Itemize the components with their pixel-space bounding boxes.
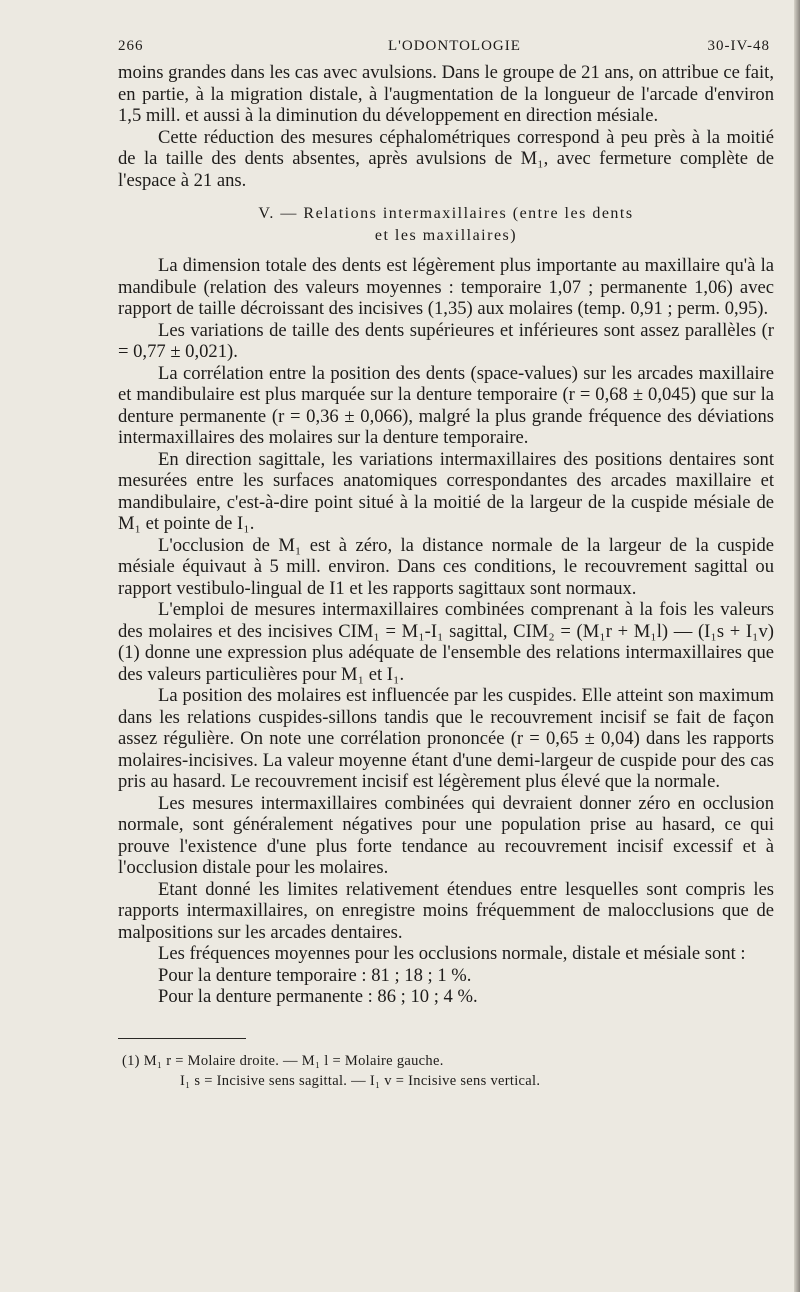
article-body [118, 62, 774, 1008]
footnote: I₁ s = Incisive sens sagittal. — I₁ v = Incisive sens vertical. [180, 1072, 541, 1089]
section-heading-line: et les maxillaires) [374, 227, 518, 244]
frequency-line: Pour la denture permanente : 86 ; 10 ; 4 %. [158, 986, 478, 1007]
section-heading-line: V. — Relations intermaxillaires (entre les dents [258, 205, 634, 222]
footnotes [118, 1051, 774, 1091]
footnote: (1) M₁ r = Molaire droite. — M₁ l = Molaire gauche. [122, 1052, 444, 1069]
paragraph: Les variations de taille des dents supérieures et inférieures sont assez parallèles (r = 0,77 ± 0,021). [118, 319, 774, 362]
paragraph: En direction sagittale, les variations intermaxillaires des positions dentaires sont mesurées entre les surfaces anatomiques correspondantes des arcades maxillaire et mandibulaire, c'est-à-dire point situé à la moitié de la largeur de la cuspide mésiale de M₁ et pointe de I₁. [118, 448, 774, 534]
paragraph: Etant donné les limites relativement étendues entre lesquelles sont compris les rapports intermaxillaires, on enregistre moins fréquemment de malocclusions que de malpositions sur les arcades dentaires. [118, 878, 774, 943]
section-heading [118, 203, 774, 247]
paragraph: Les fréquences moyennes pour les occlusions normale, distale et mésiale sont : [158, 943, 746, 964]
footnote-divider [118, 1038, 246, 1039]
paragraph: La corrélation entre la position des dents (space-values) sur les arcades maxillaire et mandibulaire est plus marquée sur la denture temporaire (r = 0,68 ± 0,045) que sur la denture permanente (r = 0,36 ± 0,066), malgré la plus grande fréquence des déviations intermaxillaires des molaires sur la denture temporaire. [118, 362, 774, 448]
paragraph: La position des molaires est influencée par les cuspides. Elle atteint son maximum dans les relations cuspides-sillons tandis que le recouvrement incisif se fait de façon assez régulière. On note une corrélation prononcée (r = 0,65 ± 0,04) dans les rapports molaires-incisives. La valeur moyenne étant d'une demi-largeur de cuspide pour des cas pris au hasard. Le recouvrement incisif est légèrement plus élevé que la normale. [118, 685, 774, 792]
frequency-line: Pour la denture temporaire : 81 ; 18 ; 1 %. [158, 964, 472, 986]
page-number: 266 [118, 38, 144, 54]
paragraph: Les mesures intermaxillaires combinées qui devraient donner zéro en occlusion normale, sont généralement négatives pour une population prise au hasard, ce qui prouve l'existence d'une plus forte tendance au recouvrement incisif excessif et à l'occlusion distale pour les molaires. [118, 792, 774, 878]
running-header [118, 30, 774, 56]
issue-date: 30-IV-48 [707, 38, 770, 54]
page-edge [794, 0, 800, 1292]
paragraph: L'occlusion de M₁ est à zéro, la distance normale de la largeur de la cuspide mésiale équivaut à 5 mill. environ. Dans ces conditions, le recouvrement sagittal ou rapport vestibulo-lingual de I1 et les rapports sagittaux sont normaux. [118, 534, 774, 599]
paragraph: L'emploi de mesures intermaxillaires combinées comprenant à la fois les valeurs des molaires et des incisives CIM₁ = M₁-I₁ sagittal, CIM₂ = (M₁r + M₁l) — (I₁s + I₁v) (1) donne une expression plus adéquate de l'ensemble des relations intermaxillaires que des valeurs particulières pour M₁ et I₁. [118, 599, 774, 685]
paragraph: La dimension totale des dents est légèrement plus importante au maxillaire qu'à la mandibule (relation des valeurs moyennes : temporaire 1,07 ; permanente 1,06) avec rapport de taille décroissant des incisives (1,35) aux molaires (temp. 0,91 ; perm. 0,95). [118, 255, 774, 319]
journal-title: L'ODONTOLOGIE [388, 38, 521, 54]
paragraph: Cette réduction des mesures céphalométriques correspond à peu près à la moitié de la taille des dents absentes, après avulsions de M₁, avec fermeture complète de l'espace à 21 ans. [118, 126, 774, 191]
paragraph: moins grandes dans les cas avec avulsions. Dans le groupe de 21 ans, on attribue ce fait, en partie, à la migration distale, à l'augmentation de la longueur de l'arcade d'environ 1,5 mill. et aussi à la diminution du développement en direction mésiale. [118, 62, 774, 126]
